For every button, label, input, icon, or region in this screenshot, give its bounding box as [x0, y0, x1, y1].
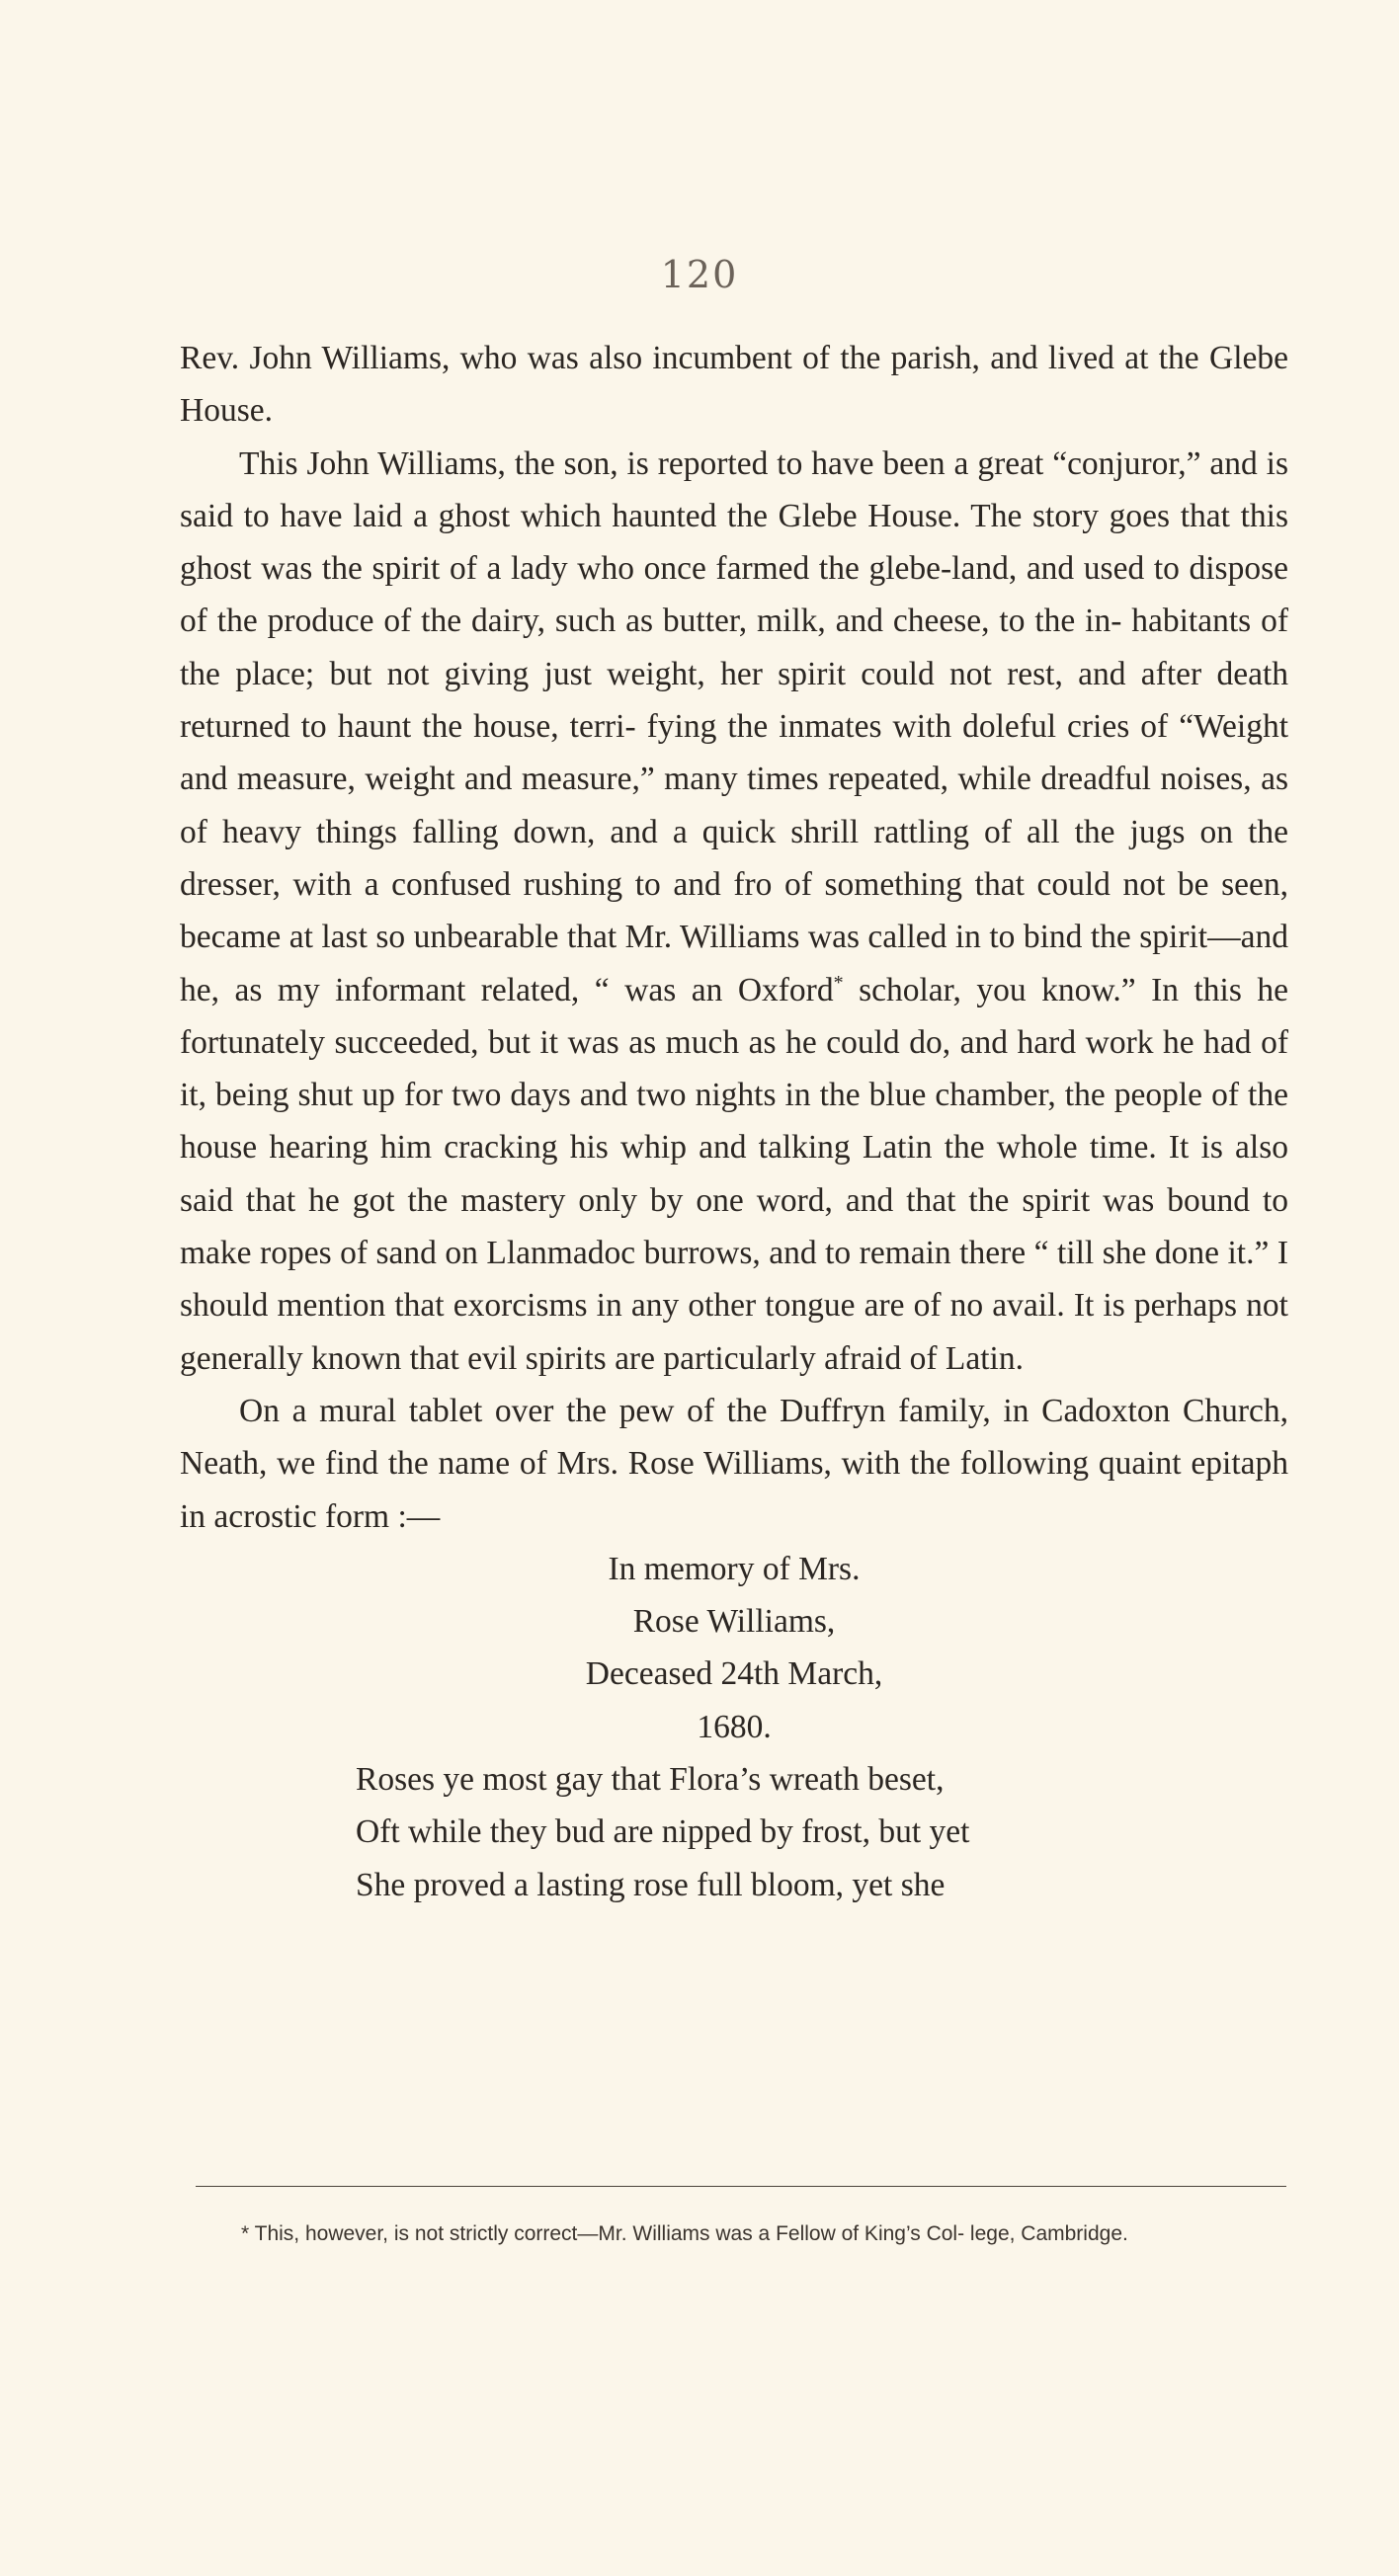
- paragraph-mural-tablet: On a mural tablet over the pew of the Duffryn family, in Cadoxton Church, Neath, we find the name of Mrs. Rose Williams, with the following quaint epitaph in acrostic form :—: [180, 1392, 1288, 1535]
- epitaph-header-line: Deceased 24th March,: [585, 1655, 883, 1693]
- footnote-divider: [196, 2186, 1286, 2187]
- paragraph-ghost-story-part-1: This John Williams, the son, is reported to have been a great “conjuror,” and is said to have laid a ghost which haunted the Glebe House. The story goes that this ghost was the spirit of a lady who once farmed the glebe-land, and used to dispose of the produce of the dairy, such as butter, milk, and cheese, to the in- habitants of the place; but not giving just weight, her spirit could not rest, and after death returned to haunt the house, terri- fying the inmates with doleful cries of “Weight and measure, weight and measure,” many times repeated, while dreadful noises, as of heavy things falling down, and a quick shrill rattling of all the jugs on the dresser, with a confused rushing to and fro of something that could not be seen, became at last so unbearable that Mr. Williams was called in to bind the spirit—and he, as my informant related, “ was an Oxford: [180, 444, 1288, 1008]
- paragraph-continuation: Rev. John Williams, who was also incumbent of the parish, and lived at the Glebe House.: [180, 340, 1288, 430]
- epitaph-verse-line: Oft while they bud are nipped by frost, but yet: [356, 1813, 970, 1851]
- footnote-marker: *: [833, 971, 844, 994]
- epitaph-header-line: Rose Williams,: [632, 1603, 836, 1641]
- paragraph-ghost-story: [180, 438, 1288, 1385]
- body-text: [180, 332, 1288, 1911]
- page-number: 120: [660, 253, 739, 296]
- epitaph: [180, 1543, 1288, 1911]
- paragraph-ghost-story-part-2: scholar, you know.” In this he fortunately succeeded, but it was as much as he could do, and hard work he had of it, being shut up for two days and two nights in the blue chamber, the people of the house hearing him cracking his whip and talking Latin the whole time. It is also said that he got the mastery only by one word, and that the spirit was bound to make ropes of sand on Llanmadoc burrows, and to remain there “ till she done it.” I should mention that exorcisms in any other tongue are of no avail. It is perhaps not generally known that evil spirits are particularly afraid of Latin.: [180, 971, 1288, 1377]
- epitaph-header-line: In memory of Mrs.: [608, 1550, 861, 1587]
- footnote: * This, however, is not strictly correct—Mr. Williams was a Fellow of King’s Col- lege, Cambridge.: [241, 2222, 1128, 2245]
- epitaph-header-line: 1680.: [697, 1708, 772, 1745]
- epitaph-verse-line: Roses ye most gay that Flora’s wreath beset,: [356, 1761, 945, 1799]
- epitaph-verse-line: She proved a lasting rose full bloom, yet she: [356, 1866, 946, 1903]
